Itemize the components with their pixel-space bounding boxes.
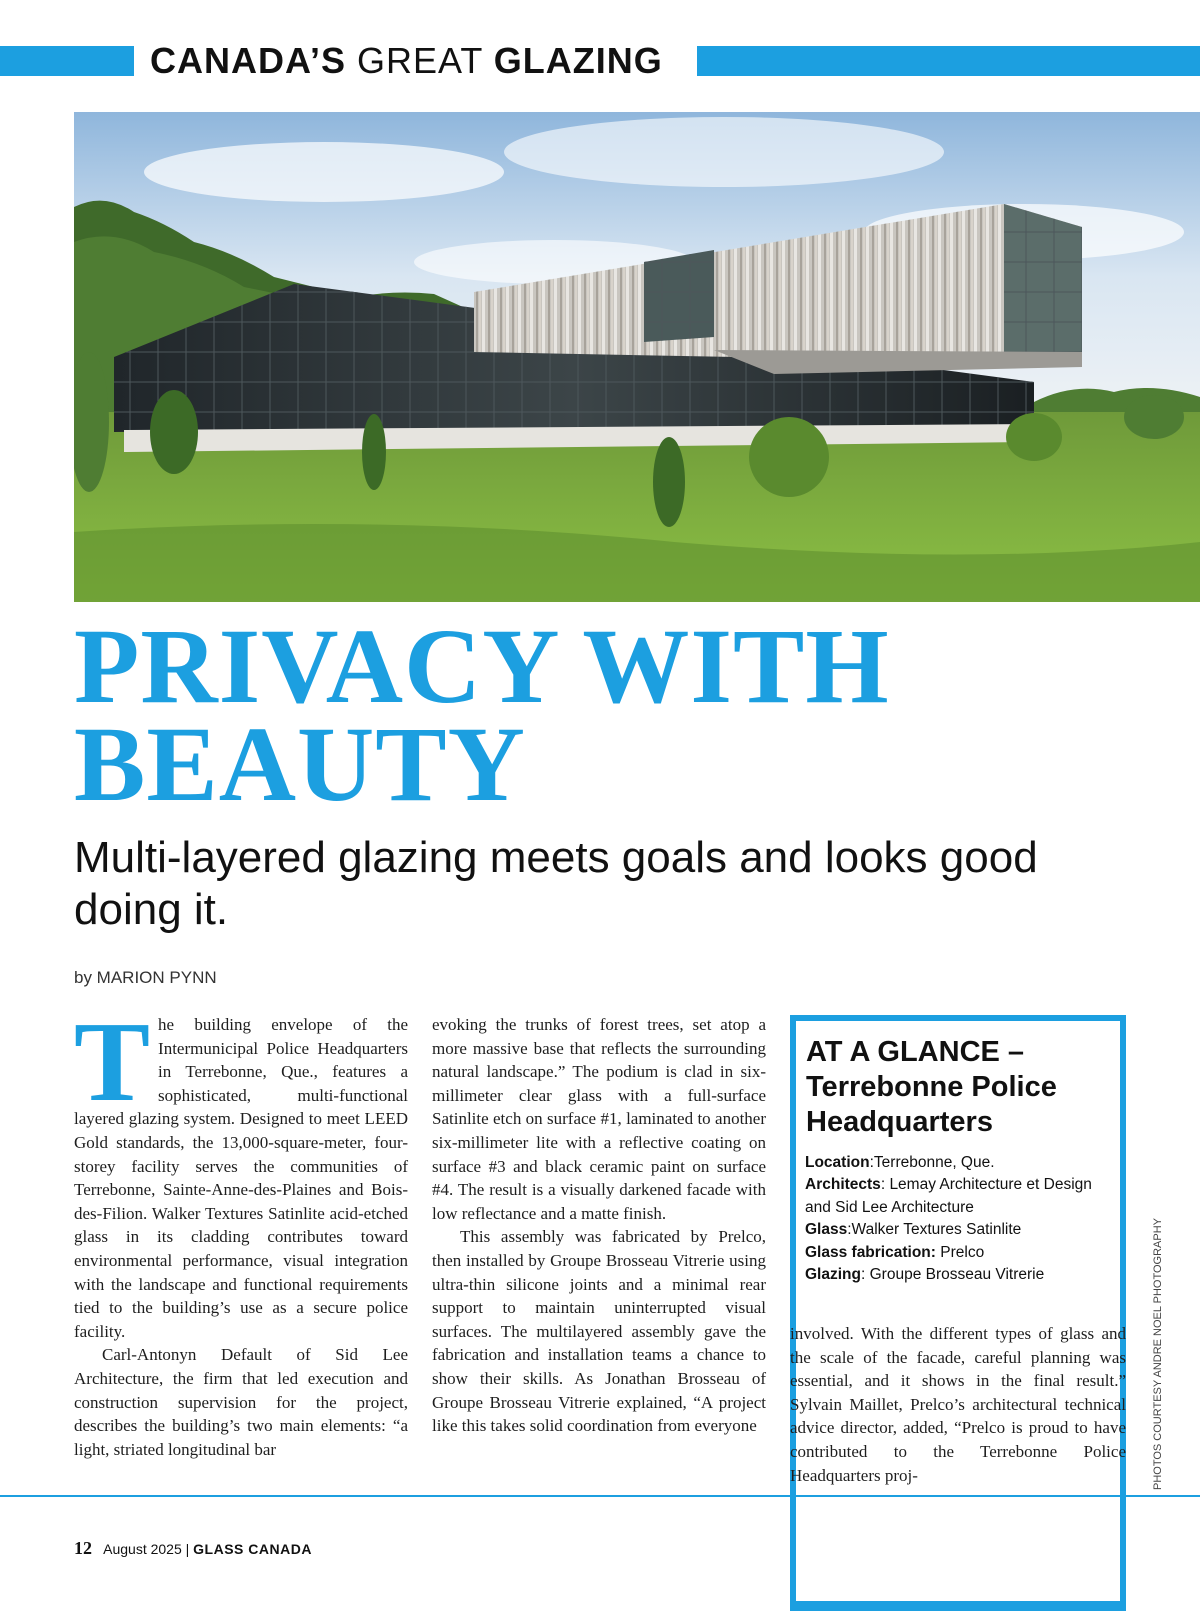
fact-value: Prelco: [940, 1243, 985, 1261]
body-column-3: [790, 1322, 1126, 1487]
fact-separator: :: [869, 1154, 874, 1171]
paragraph-5: involved. With the different types of glass and the scale of the facade, careful planning was essential, and it shows in the final result.” Sylvain Maillet, Prelco’s architectural technical advice director, added, “Prelco is proud to have contributed to the Terrebonne Police Headquarters proj-: [790, 1324, 1126, 1485]
sidebar-title: AT A GLANCE – Terrebonne Police Headquarters: [806, 1036, 1057, 1138]
paragraph-2: Carl-Antonyn Default of Sid Lee Architecture, the firm that led execution and construction supervision for the project, describes the building’s two main elements: “a light, striated longitudinal bar: [74, 1345, 408, 1459]
fact-value: Walker Textures Satinlite: [851, 1221, 1022, 1239]
fact-label: Glass: [805, 1221, 848, 1239]
issue-date: August 2025: [103, 1541, 182, 1557]
fact-glass: [805, 1219, 1110, 1241]
headline-line-2: BEAUTY: [74, 706, 526, 824]
fact-label: Location: [805, 1154, 870, 1171]
page-footer: [74, 1538, 312, 1559]
paragraph-1: he building envelope of the Intermunicipal Police Headquarters in Terrebonne, Que., features a sophisticated, multi-functional layered glazing system. Designed to meet LEED Gold standards, the 13,000-square-meter, four-storey facility serves the communities of Terrebonne, Sainte-Anne-des-Plaines and Bois-des-Filion. Walker Textures Satinlite acid-etched glass in its cladding contributes toward environmental performance, visual integration with the landscape and functional requirements tied to the building’s use as a secure police facility.: [74, 1015, 408, 1341]
paragraph-3: evoking the trunks of forest trees, set atop a more massive base that reflects the surrounding natural landscape.” The podium is clad in six-millimeter clear glass with a full-surface Satinlite etch on surface #1, laminated to another six-millimeter lite with a reflective coating on surface #3 and black ceramic paint on surface #4. The result is a visually darkened facade with low reflectance and a matte finish.: [432, 1015, 766, 1223]
building-photo-illustration: [74, 112, 1200, 602]
article-headline: [74, 608, 1184, 824]
paragraph-4: This assembly was fabricated by Prelco, then installed by Groupe Brosseau Vitrerie using ultra-thin silicone joints and a minimal rear support to maintain uninterrupted visual surfaces. The multilayered assembly gave the fabrication and installation teams a chance to show their skills. As Jonathan Brosseau of Groupe Brosseau Vitrerie explained, “A project like this takes solid coordination from everyone: [432, 1227, 766, 1436]
sidebar-facts: [805, 1152, 1110, 1286]
headline-line-1: PRIVACY WITH: [74, 608, 890, 726]
article-dek: Multi-layered glazing meets goals and looks good doing it.: [74, 833, 1038, 934]
drop-cap: T: [74, 998, 151, 1125]
section-title-bold-2: GLAZING: [493, 40, 663, 81]
hero-photo: [74, 112, 1200, 602]
fact-label: Architects: [805, 1176, 881, 1194]
section-bar-right: [697, 46, 1200, 76]
fact-glazing: [805, 1264, 1110, 1286]
fact-glass-fabrication: [805, 1242, 1110, 1264]
fact-value: Terrebonne, Que.: [873, 1154, 995, 1171]
byline: by MARION PYNN: [74, 968, 217, 987]
publication-name: GLASS CANADA: [193, 1541, 312, 1557]
body-column-1: [74, 998, 408, 1461]
page-number: 12: [74, 1538, 92, 1558]
section-bar-left: [0, 46, 134, 76]
fact-separator: :: [860, 1266, 870, 1284]
photo-credit: [1148, 1200, 1168, 1490]
footer-rule: [0, 1495, 1200, 1497]
section-title: [150, 40, 663, 82]
section-title-bold-1: CANADA’S: [150, 40, 347, 81]
body-column-2: [432, 1013, 766, 1438]
section-title-light: GREAT: [357, 40, 483, 81]
photo-credit-text: PHOTOS COURTESY ANDRE NOEL PHOTOGRAPHY: [1152, 1217, 1164, 1490]
fact-value: Lemay Architecture et Design and Sid Lee Architecture: [805, 1176, 1092, 1216]
fact-architects: [805, 1174, 1110, 1219]
fact-separator: :: [880, 1176, 890, 1194]
fact-location: [805, 1152, 1110, 1174]
fact-value: Groupe Brosseau Vitrerie: [869, 1266, 1045, 1284]
fact-separator: :: [847, 1221, 852, 1239]
fact-label: Glass fabrication:: [805, 1243, 936, 1261]
fact-label: Glazing: [805, 1266, 861, 1284]
footer-divider: |: [185, 1541, 190, 1557]
